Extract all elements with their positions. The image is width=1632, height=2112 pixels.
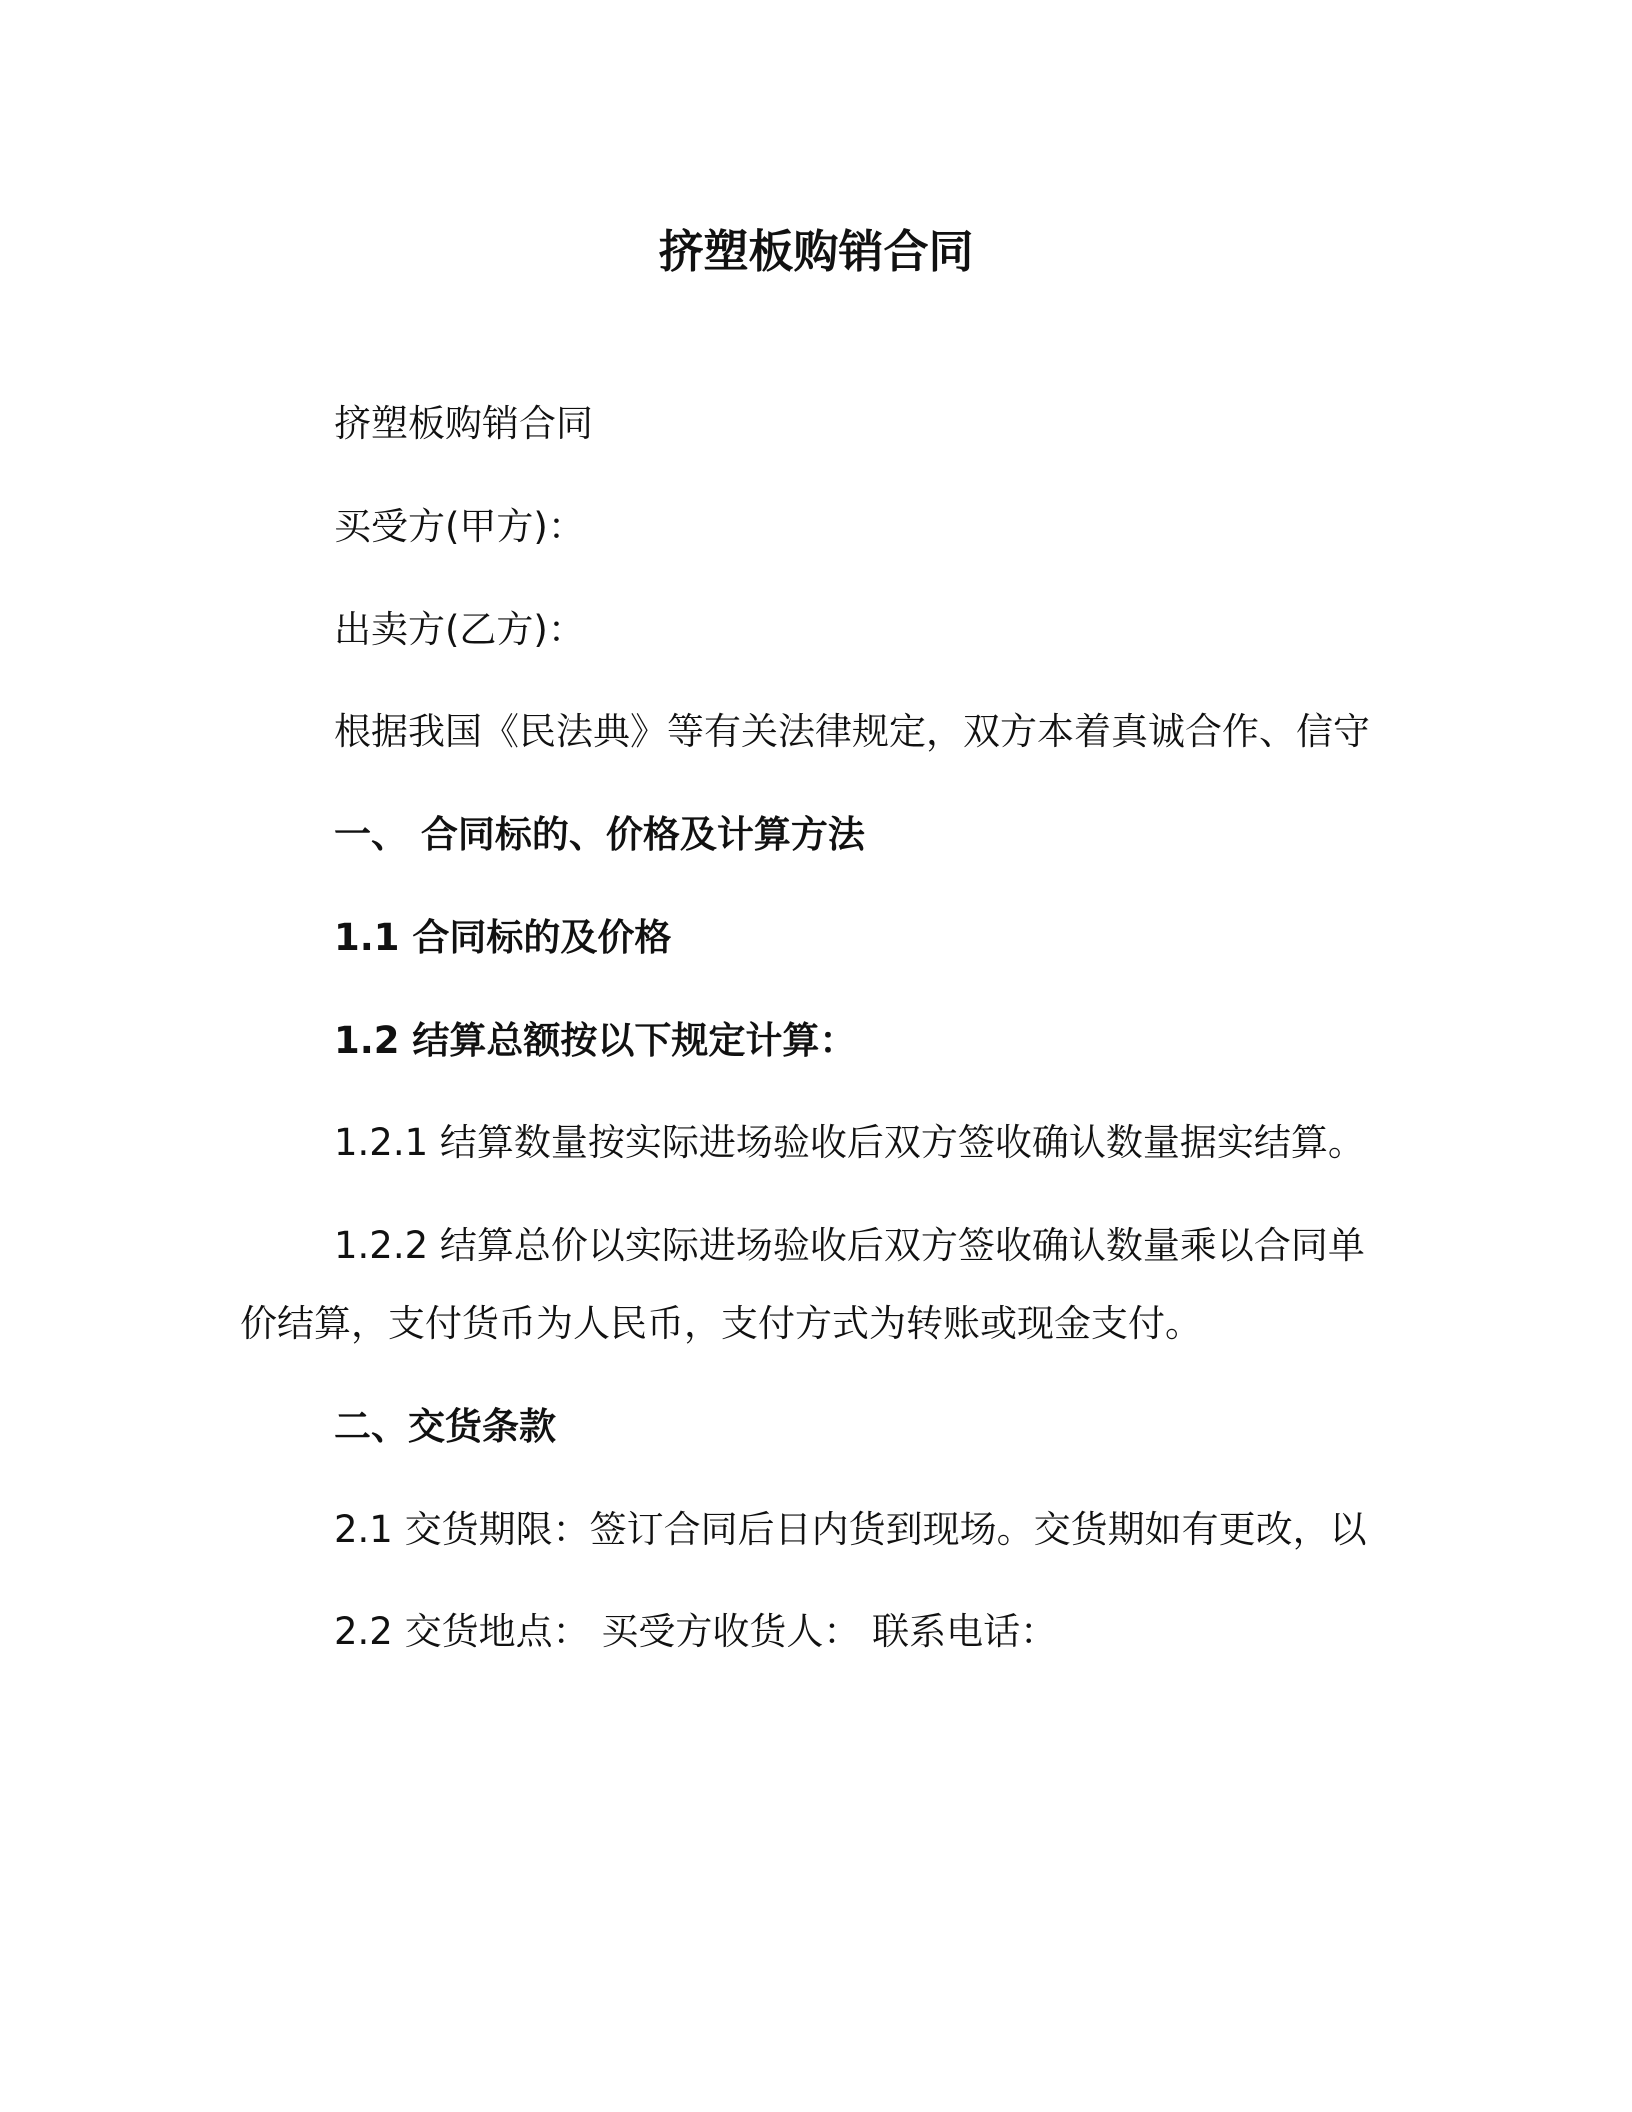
preamble-paragraph: 根据我国《民法典》等有关法律规定，双方本着真诚合作、信守: [334, 710, 1370, 753]
document-title: 挤塑板购销合同: [658, 225, 974, 278]
section-1-heading: 一、 合同标的、价格及计算方法: [334, 813, 865, 856]
clause-2-1: 2.1 交货期限：签订合同后日内货到现场。交货期如有更改，以: [334, 1508, 1367, 1551]
clause-1-2: 1.2 结算总额按以下规定计算：: [334, 1019, 857, 1062]
seller-line: 出卖方(乙方)：: [334, 608, 585, 651]
buyer-line: 买受方(甲方)：: [334, 505, 585, 548]
clause-1-2-1: 1.2.1 结算数量按实际进场验收后双方签收确认数量据实结算。: [334, 1121, 1365, 1164]
contract-name-line: 挤塑板购销合同: [334, 402, 593, 445]
clause-1-2-2-line-1: 1.2.2 结算总价以实际进场验收后双方签收确认数量乘以合同单: [334, 1224, 1365, 1267]
clause-1-2-2-line-2: 价结算，支付货币为人民币，支付方式为转账或现金支付。: [240, 1302, 1202, 1345]
clause-2-2: 2.2 交货地点： 买受方收货人： 联系电话：: [334, 1610, 1058, 1653]
clause-1-1: 1.1 合同标的及价格: [334, 916, 672, 959]
clause-1-2-2: [240, 1207, 1400, 1363]
section-2-heading: 二、交货条款: [334, 1405, 556, 1448]
